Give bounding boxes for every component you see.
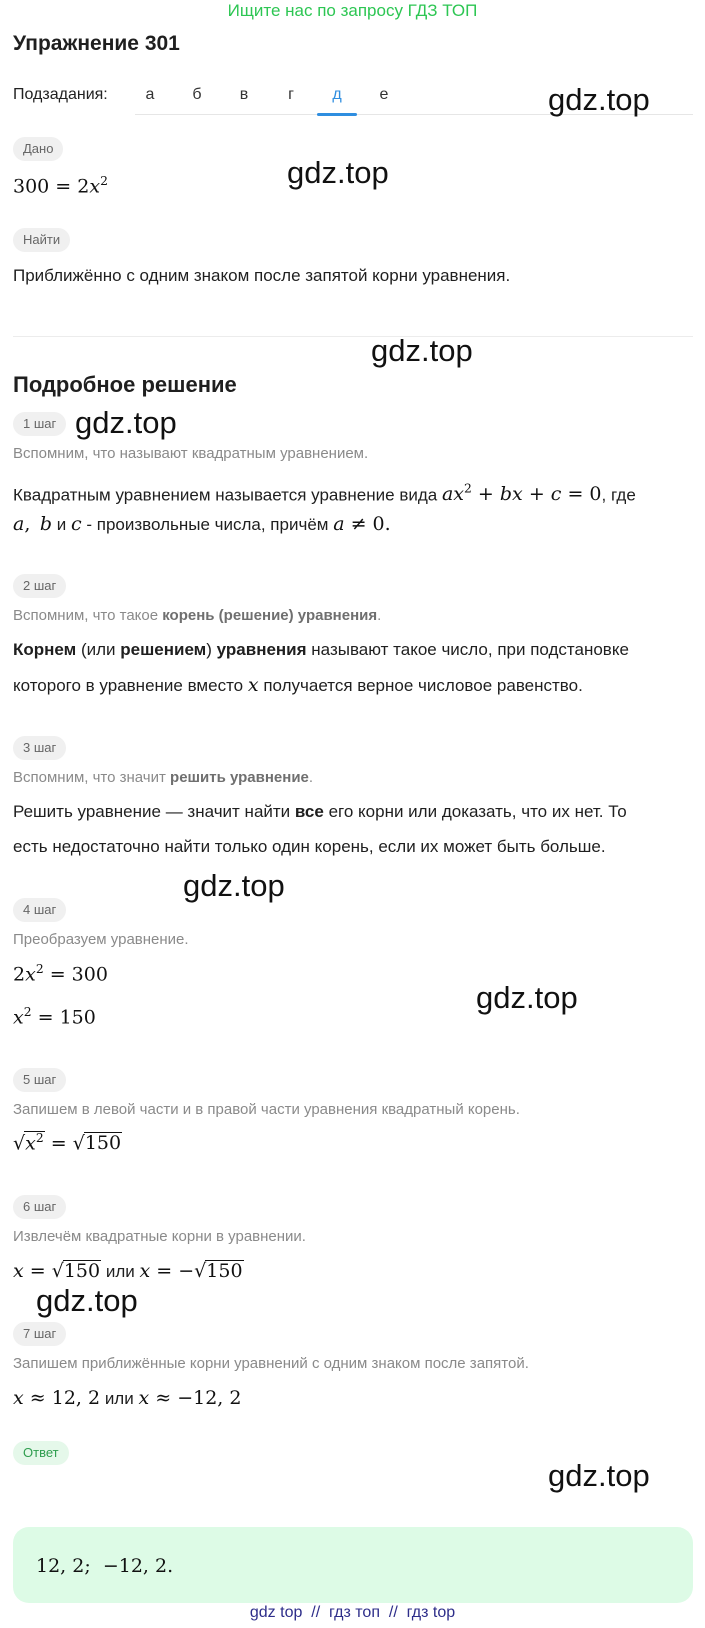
tab-a[interactable]: а (145, 86, 155, 103)
tab-e[interactable]: е (379, 86, 389, 103)
footer-links[interactable]: gdz top // гдз топ // гдз top (249, 1604, 456, 1621)
step-1-text-line-2: a, b и c - произвольные числа, причём a ≠ 0. (13, 513, 391, 535)
step-1-hint: Вспомним, что называют квадратным уравнением. (13, 445, 369, 462)
step-2-text-line-2: которого в уравнение вместо x получается верное числовое равенство. (13, 674, 583, 696)
step-7-chip: 7 шаг (13, 1322, 66, 1346)
step-4-equation-1: $2x^2 = 300$ (13, 962, 108, 986)
given-equation: $300 = 2x^2$ (13, 174, 108, 198)
watermark: gdz.top (476, 980, 578, 1015)
find-text: Приближённо с одним знаком после запятой корни уравнения. (13, 266, 511, 285)
given-chip: Дано (13, 137, 63, 161)
step-1-text-line-1: Квадратным уравнением называется уравнение вида $ax^2$ + bx + c = 0, где (13, 482, 636, 506)
solution-title: Подробное решение (13, 372, 237, 397)
step-4-chip: 4 шаг (13, 898, 66, 922)
step-2-text-line-1: Корнем (или решением) уравнения называют такое число, при подстановке (13, 640, 629, 659)
watermark: gdz.top (36, 1283, 138, 1318)
answer-value: 12, 2; −12, 2. (36, 1555, 174, 1577)
tab-g[interactable]: г (288, 86, 294, 103)
watermark: gdz.top (287, 155, 389, 190)
step-6-chip: 6 шаг (13, 1195, 66, 1219)
step-6-hint: Извлечём квадратные корни в уравнении. (13, 1228, 306, 1245)
step-7-equation: x ≈ 12, 2 или x ≈ −12, 2 (13, 1387, 242, 1409)
tab-d[interactable]: д (317, 78, 357, 114)
watermark: gdz.top (548, 82, 650, 117)
step-2-chip: 2 шаг (13, 574, 66, 598)
step-3-chip: 3 шаг (13, 736, 66, 760)
search-banner: Ищите нас по запросу ГДЗ ТОП (227, 1, 478, 20)
watermark: gdz.top (183, 868, 285, 903)
step-5-hint: Запишем в левой части и в правой части уравнения квадратный корень. (13, 1101, 520, 1118)
step-3-hint: Вспомним, что значит решить уравнение. (13, 769, 314, 786)
step-2-hint: Вспомним, что такое корень (решение) уравнения. (13, 607, 382, 624)
step-6-equation: x = √150 или x = −√150 (13, 1260, 243, 1282)
step-1-chip: 1 шаг (13, 412, 66, 436)
step-4-equation-2: $x^2 = 150$ (13, 1005, 96, 1029)
subtasks-label: Подзадания: (13, 86, 108, 103)
tab-v[interactable]: в (239, 86, 249, 103)
step-3-text-line-1: Решить уравнение — значит найти все его корни или доказать, что их нет. То (13, 802, 627, 821)
watermark: gdz.top (371, 333, 473, 368)
page-title: Упражнение 301 (13, 32, 180, 55)
answer-chip: Ответ (13, 1441, 69, 1465)
step-7-hint: Запишем приближённые корни уравнений с одним знаком после запятой. (13, 1355, 529, 1372)
answer-box (13, 1527, 693, 1603)
step-5-chip: 5 шаг (13, 1068, 66, 1092)
find-chip: Найти (13, 228, 70, 252)
divider (13, 336, 693, 337)
watermark: gdz.top (548, 1458, 650, 1493)
step-4-hint: Преобразуем уравнение. (13, 931, 189, 948)
tab-b[interactable]: б (192, 86, 202, 103)
step-5-equation: $√x^2 = √150$ (13, 1131, 122, 1155)
watermark: gdz.top (75, 405, 177, 440)
step-3-text-line-2: есть недостаточно найти только один корень, если их может быть больше. (13, 837, 606, 856)
